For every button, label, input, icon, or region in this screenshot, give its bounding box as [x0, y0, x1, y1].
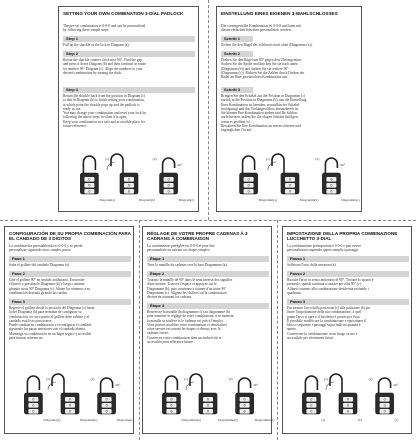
dial-digit: 0	[88, 183, 91, 188]
padlock	[98, 378, 116, 414]
dial-digit: 0	[105, 403, 108, 408]
padlock	[190, 374, 217, 414]
dial-digit: 0	[330, 177, 333, 182]
dial-digit: 0	[247, 183, 250, 188]
diagram-caption: (a)	[321, 418, 326, 422]
step-text: Rotate the shackle counter clockwise 90°. Find the gap and press it down Diagram (b) and then continue to rotate for another 90° Diagram (c). Align the numbers to your desired combination by turning the dials.	[63, 58, 147, 75]
dial-digit: 0	[289, 189, 291, 194]
step-heading: Passo 2	[287, 271, 409, 277]
diagram-figure	[63, 147, 195, 202]
fold-line-vertical	[277, 220, 278, 440]
step-heading: Step 3	[63, 87, 195, 93]
step-text: Suba el grillete del candado Diagrama (a).	[9, 263, 70, 267]
diagram-figure	[221, 147, 359, 202]
step-text: Regrese el grillete desde la posición del Diagrama (c) hasta la del Diagrama (b) para terminar de configurar su combinación, en cuyo punto el grillete debe subirse y el candado está listo para usarse. Puede cambiar su combinación y reconfigurar el candado siguiendo los pasos anteriores con el candado abierto. Mantenga su combinación en un lugar seguro y accesible para futuras referencias.	[9, 306, 95, 341]
step-text: Pull up the shackle of the lock to Diagram (a).	[63, 43, 130, 47]
diagram-caption: Diagramme(a)	[181, 418, 202, 422]
shackle	[325, 158, 337, 174]
panel-title: CONFIGURACIÓN DE SU PROPIA COMBINACIÓN PARA EL CANDADO DE 3 DÍGITOS	[9, 231, 131, 242]
shackle	[305, 376, 317, 394]
diagram-caption: Diagramm(a)	[258, 198, 277, 202]
diagram-caption: Diagrama(c)	[116, 418, 134, 422]
shackle	[239, 378, 251, 394]
rotation-mark: (1)	[324, 377, 328, 381]
shackle	[190, 374, 202, 394]
dial-digit: 0	[347, 403, 349, 408]
lock-diagrams	[9, 367, 134, 422]
diagram-caption: Diagrama(a)	[43, 418, 61, 422]
angle-label: 90°	[115, 383, 121, 387]
step-heading: Étape 2	[147, 271, 269, 277]
step-heading: Schritt 1	[221, 36, 253, 42]
diagram-caption: Diagram(b)	[139, 198, 155, 202]
fold-line-vertical	[208, 0, 209, 220]
intro-text: La combinazione preimpostata è 0-0-0 e può essere personalizzata seguendo questi semplici passaggi:	[287, 244, 361, 253]
dial-digit: 0	[330, 189, 333, 194]
padlock	[302, 376, 320, 414]
panel-title: EINSTELLUNG EINES EIGENEN 3-WAHLSCHLOSSES	[221, 11, 338, 16]
intro-text: The pre-set combination is 0-0-0 and can be personalised by following these simple steps:	[63, 24, 146, 33]
dial-digit: 0	[383, 397, 386, 402]
step-heading: Passo 1	[287, 256, 409, 262]
step-heading: Step 2	[63, 51, 195, 57]
dial-digit: 0	[128, 177, 130, 182]
dial-digit: 0	[247, 177, 250, 182]
step-heading: Paso 2	[9, 271, 131, 277]
step-heading: Passo 3	[287, 299, 409, 305]
shackle	[165, 376, 177, 394]
dial-digit: 0	[383, 409, 386, 414]
lock-diagrams	[63, 147, 195, 202]
dial-digit: 0	[170, 397, 173, 402]
angle-label: 90°	[177, 163, 183, 167]
step-heading: Schritt 3	[221, 87, 253, 93]
padlock	[240, 156, 258, 194]
step-text: Sollevare l'arco della serratura (a).	[287, 263, 337, 267]
diagram-figure	[147, 367, 275, 422]
lock-diagrams	[287, 367, 409, 422]
dial-digit: 0	[32, 403, 35, 408]
step-heading: Step 1	[63, 36, 195, 42]
rotation-mark: (1)	[184, 377, 188, 381]
diagram-caption: Diagram(a)	[99, 198, 116, 202]
shackle	[83, 156, 95, 174]
dial-digit: 0	[207, 397, 209, 402]
rotation-mark: (2)	[228, 377, 233, 381]
dial-digit: 0	[347, 409, 349, 414]
shackle	[379, 378, 391, 394]
dial-digit: 0	[32, 397, 35, 402]
step-text: Tirez la manille du cadenas vers le haut Diagramme (a).	[147, 263, 228, 267]
padlock	[52, 374, 79, 414]
dial-digit: 0	[289, 183, 291, 188]
step-text: Gire el grillete 90° en sentido antihorario. Encuentre el hueco y presiónelo Diagrama (b) y luego continúe girando otros 90° Diagrama (c). Alinee los números a su combinación deseada girando las ruedas.	[9, 278, 91, 295]
step-text: Far tornare l'arco dalla posizione (c) alla posizione (b) per finire l'impostazione della tua combinazione, a quel punto l'arco si apre e il lucchetto è pronto per l'uso. È possibile modificare la combinazione e ripristinare il blocco seguendo i passaggi sopra indicati quando è aperto. Conservare la combinazione in un luogo sicuro e accessibile per riferimenti futuri.	[287, 306, 371, 341]
rotation-mark: (2)	[90, 377, 95, 381]
panel-spanish	[4, 226, 134, 434]
dial-digit: 0	[128, 183, 130, 188]
panel-title: RÉGLAGE DE VOTRE PROPRE CADENAS À 3 CADRANS À COMBINAISON	[147, 231, 248, 242]
dial-digit: 0	[207, 403, 209, 408]
dial-digit: 0	[167, 177, 170, 182]
step-heading: Paso 1	[9, 256, 131, 262]
fold-line	[0, 220, 416, 221]
diagram-caption: Diagramme(c)	[254, 418, 275, 422]
dial-digit: 0	[105, 409, 108, 414]
dial-digit: 0	[289, 177, 291, 182]
dial-digit: 0	[310, 403, 313, 408]
panel-french	[142, 226, 275, 434]
panel-english	[58, 6, 199, 212]
padlock	[322, 158, 340, 194]
dial-digit: 0	[32, 409, 35, 414]
dial-digit: 0	[207, 409, 209, 414]
padlock	[272, 154, 299, 194]
shackle	[243, 156, 255, 174]
dial-digit: 0	[347, 397, 349, 402]
dial-digit: 0	[69, 403, 71, 408]
panel-title: IMPOSTAZIONE DELLA PROPRIA COMBINAZIONE LUCCHETTO 3-DIAL	[287, 231, 398, 242]
diagram-caption: Diagramm(b)	[300, 198, 319, 202]
diagram-figure	[287, 367, 409, 422]
dial-digit: 0	[310, 409, 313, 414]
padlock	[160, 158, 178, 194]
dial-digit: 0	[170, 409, 173, 414]
padlock	[111, 154, 138, 194]
dial-digit: 0	[383, 403, 386, 408]
diagram-figure	[9, 367, 134, 422]
step-heading: Étape 1	[147, 256, 269, 262]
diagram-caption: Diagrama(b)	[80, 418, 98, 422]
angle-label: 90°	[340, 163, 346, 167]
padlock	[330, 374, 357, 414]
dial-digit: 0	[243, 397, 246, 402]
dial-digit: 0	[247, 189, 250, 194]
shackle	[52, 374, 64, 394]
step-text: Bringen Sie den Schäkel aus der Position in Diagramm (c) zurück in die Position in Diagramm (b), um die Einstellung Ihrer Kombination zu beenden, woraufhin der Schäkel hochspringt und das Vorhängeschloss einsatzbereit ist. Sie können Ihre Kombination ändern und Ihr Schloss zurücksetzen, indem Sie die obigen Schritte befolgen, wenn es geöffnet ist. Bewahren Sie Ihre Kombination an einem sicheren und zugänglichen Ort auf.	[221, 94, 307, 133]
diagram-caption: Diagramm(c)	[341, 198, 360, 202]
padlock	[80, 156, 98, 194]
shackle	[330, 374, 342, 394]
padlock	[24, 376, 42, 414]
rotation-mark: (2)	[152, 157, 157, 161]
fold-line-vertical	[139, 220, 140, 440]
rotation-mark: (1)	[46, 377, 50, 381]
shackle	[111, 154, 123, 174]
dial-digit: 0	[69, 409, 71, 414]
shackle	[272, 154, 284, 174]
diagram-caption: (c)	[394, 418, 399, 422]
panel-german	[216, 6, 362, 212]
padlock	[236, 378, 254, 414]
dial-digit: 0	[243, 409, 246, 414]
rotation-mark: (1)	[266, 157, 270, 161]
step-text: Drehen Sie den Bügel um 90° gegen den Uhrzeigersinn. Suchen Sie die Spalte und drücken Sie sie nach unten (Diagramm (b)) und drehen Sie sie weitere 90° (Diagramm (c)). Richten Sie die Zahlen durch Drehen der Räder an Ihrer gewünschten Kombination aus.	[221, 58, 305, 80]
shackle	[163, 158, 175, 174]
dial-digit: 0	[88, 177, 91, 182]
diagram-caption: Diagramme(b)	[218, 418, 238, 422]
step-heading: Étape 3	[147, 303, 269, 309]
rotation-mark: (1)	[105, 157, 109, 161]
padlock	[162, 376, 180, 414]
angle-label: 90°	[253, 383, 259, 387]
intro-text: La combinación preestablecida es 0-0-0 y se puede personalizar siguiendo estos simples pasos:	[9, 244, 83, 253]
dial-digit: 0	[310, 397, 313, 402]
step-text: Tournez la manille de 90° dans le sens inverse des aiguilles d'une montre. Trouvez l'espace et appuyez sur le Diagramme (b), puis continuez à tourner d'un autre 90° Diagramme (c). Alignez les chiffres sur la combinaison désirée en tournant les cadrans.	[147, 278, 233, 300]
shackle	[101, 378, 113, 394]
step-text: Renversez la manille du diagramme (c) au diagramme (b) pour terminer le réglage de votre combinaison, à ce moment la manille se soulève et le cadenas est prêt à l'emploi. Vous pouvez modifier votre combinaison et réinitialiser votre serrure en suivant les étapes ci-dessus avec le cadenas ouvert. Conservez votre combinaison dans un endroit sûr et accessible pour référence future.	[147, 310, 234, 345]
step-heading: Schritt 2	[221, 51, 253, 57]
step-heading: Paso 3	[9, 299, 131, 305]
panel-italian	[282, 226, 412, 434]
dial-digit: 0	[128, 189, 130, 194]
diagram-caption: Diagram(c)	[178, 198, 195, 202]
intro-text: Die voreingestellte Kombination ist 0-0-0 und kann mit diesen einfachen Schritten personalisiert werden:	[221, 24, 301, 33]
dial-digit: 0	[170, 403, 173, 408]
angle-label: 90°	[393, 383, 399, 387]
step-text: Return the shackle back from the position in Diagram (c) to that in Diagram (b) to finish setting your combination, at which point the shackle pops up and the padlock is ready to use. You may change your combination and reset your lock by following the above steps in when it is open. Keep your combination in a safe and accessible place for future reference.	[63, 94, 147, 129]
dial-digit: 0	[167, 183, 170, 188]
dial-digit: 0	[69, 397, 71, 402]
shackle	[27, 376, 39, 394]
rotation-mark: (2)	[368, 377, 373, 381]
lock-diagrams	[221, 147, 359, 202]
dial-digit: 0	[88, 189, 91, 194]
panel-title: SETTING YOUR OWN COMBINATION 3-DIAL PADLOCK	[63, 11, 184, 16]
step-text: Ziehen Sie den Bügel des Schlosses nach oben (Diagramm (a)).	[221, 43, 313, 47]
padlock	[376, 378, 394, 414]
diagram-caption: (b)	[358, 418, 362, 422]
dial-digit: 0	[167, 189, 170, 194]
rotation-mark: (2)	[315, 157, 320, 161]
lock-diagrams	[147, 367, 275, 422]
dial-digit: 0	[243, 403, 246, 408]
dial-digit: 0	[330, 183, 333, 188]
step-text: Ruotare l'arco in senso antiorario di 90°. Trovare lo spazio e premerlo, quindi continua a ruotare per altri 90° (c). Allinea i numeri alla combinazione desiderata ruotando i quadranti.	[287, 278, 374, 295]
intro-text: La combinaison préréglée est 0-0-0 et peut être personnalisée en suivant ces étapes simples :	[147, 244, 215, 253]
dial-digit: 0	[105, 397, 108, 402]
